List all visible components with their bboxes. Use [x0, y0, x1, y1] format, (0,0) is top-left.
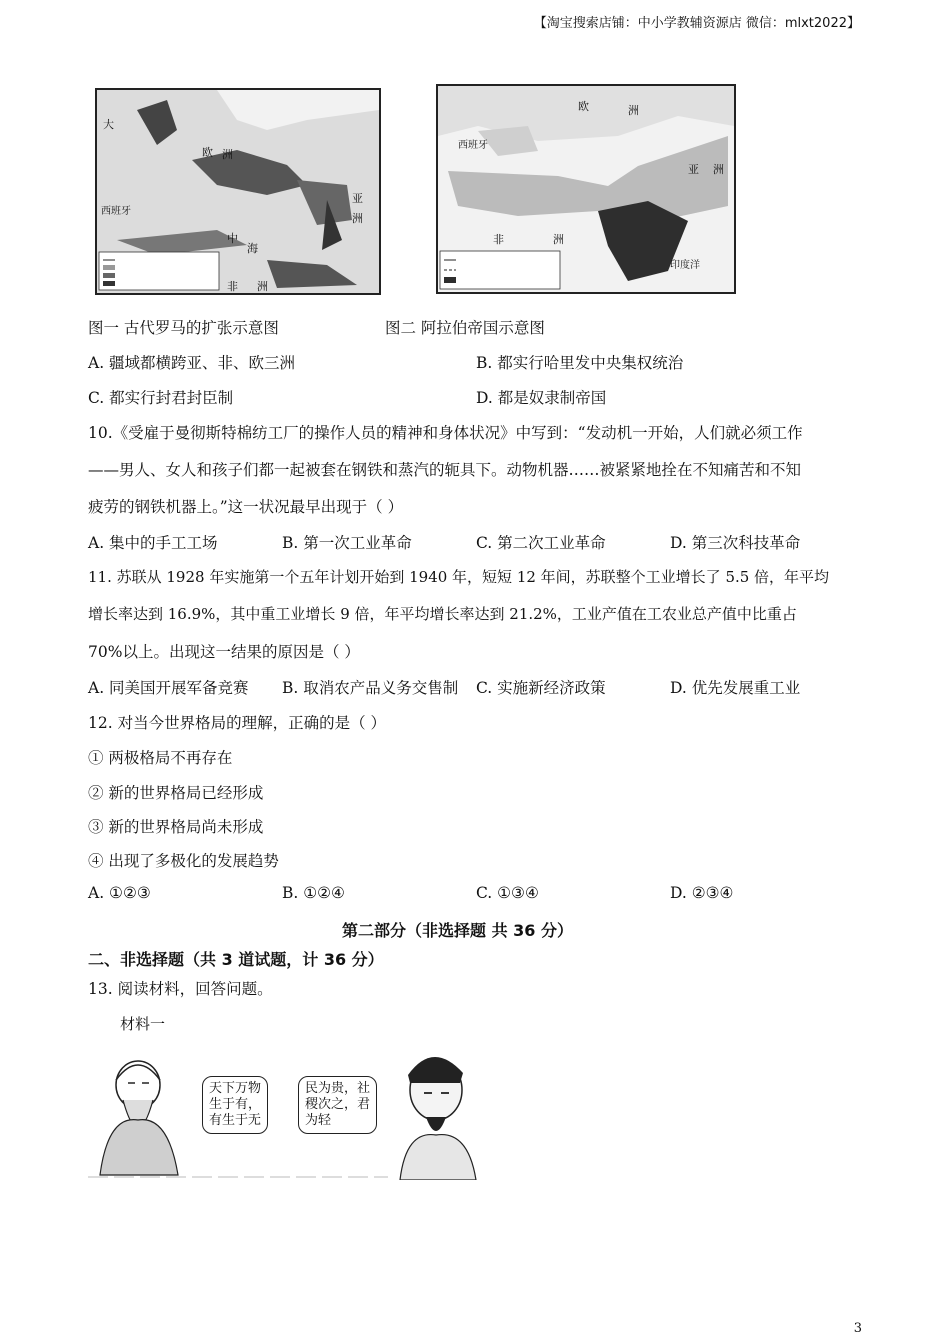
q12-option-b[interactable]: B. ①②④: [282, 884, 345, 902]
fig2-caption: 图二 阿拉伯帝国示意图: [385, 319, 545, 337]
q12-option-a[interactable]: A. ①②③: [88, 884, 151, 902]
bubble-line: 天下万物: [209, 1081, 262, 1096]
page-header: 【淘宝搜索店铺：中小学教辅资源店 微信：mlxt2022】: [533, 16, 860, 31]
q12-statement: ③ 新的世界格局尚未形成: [88, 818, 264, 836]
fig1-caption: 图一 古代罗马的扩张示意图: [88, 319, 279, 337]
q9-option-a[interactable]: A. 疆域都横跨亚、非、欧三洲: [88, 354, 296, 372]
philosophers-illustration: [88, 1045, 478, 1180]
bubble-line: 有生于无: [209, 1113, 262, 1128]
bubble-line: 为轻: [305, 1113, 332, 1128]
map1-label: 非: [227, 280, 238, 293]
q11-option-b[interactable]: B. 取消农产品义务交售制: [282, 679, 459, 697]
q10-option-b[interactable]: B. 第一次工业革命: [282, 534, 412, 552]
map1-label: 西班牙: [101, 206, 131, 217]
map1-label: 洲: [222, 148, 233, 161]
map1-label: 中: [227, 232, 238, 245]
bubble-line: 生于有，: [209, 1097, 262, 1112]
q13-stem: 13. 阅读材料，回答问题。: [88, 980, 273, 998]
q10-option-d[interactable]: D. 第三次科技革命: [670, 534, 801, 552]
rome-map-graphic: [97, 90, 379, 293]
page-number: 3: [853, 1321, 862, 1336]
q10-option-c[interactable]: C. 第二次工业革命: [476, 534, 606, 552]
speech-bubble-right: [298, 1076, 377, 1134]
map2-label: 非: [493, 233, 504, 246]
q11-option-a[interactable]: A. 同美国开展军备竞赛: [88, 679, 249, 697]
map2-label: 欧: [578, 100, 589, 113]
rome-expansion-map: [95, 88, 381, 295]
q11-stem: 11. 苏联从 1928 年实施第一个五年计划开始到 1940 年，短短 12 年间，苏联整个工业增长了 5.5 倍，年平均: [88, 568, 830, 586]
laozi-portrait-icon: [88, 1045, 478, 1180]
part2-title: 第二部分（非选择题 共 36 分）: [342, 921, 573, 940]
q12-option-d[interactable]: D. ②③④: [670, 884, 734, 902]
map2-label: 洲: [628, 104, 639, 117]
bubble-line: 稷次之，君: [305, 1097, 371, 1112]
map2-label: 洲: [553, 233, 564, 246]
q11-stem: 增长率达到 16.9%，其中重工业增长 9 倍，年平均增长率达到 21.2%，工业产值在工农业总产值中比重占: [88, 605, 797, 623]
map1-label: 大: [103, 118, 114, 131]
map1-label: 欧: [202, 146, 213, 159]
map1-label: 亚: [352, 192, 363, 205]
map2-label: 印度洋: [670, 260, 700, 271]
map1-label: 洲: [352, 212, 363, 225]
map2-label: 亚: [688, 163, 699, 176]
material-1-label: 材料一: [120, 1015, 166, 1033]
q9-option-b[interactable]: B. 都实行哈里发中央集权统治: [476, 354, 684, 372]
q10-option-a[interactable]: A. 集中的手工工场: [88, 534, 218, 552]
section-heading: 二、非选择题（共 3 道试题，计 36 分）: [88, 950, 384, 969]
map1-label: 海: [247, 242, 258, 255]
arab-empire-map: [436, 84, 736, 294]
bubble-line: 民为贵，社: [305, 1081, 371, 1096]
q10-stem: 10.《受雇于曼彻斯特棉纺工厂的操作人员的精神和身体状况》中写到：“发动机一开始，人们就必须工作: [88, 424, 803, 442]
q9-option-c[interactable]: C. 都实行封君封臣制: [88, 389, 234, 407]
q10-stem: 疲劳的钢铁机器上。”这一状况最早出现于（ ）: [88, 498, 404, 516]
speech-bubble-left: [202, 1076, 268, 1134]
q11-option-d[interactable]: D. 优先发展重工业: [670, 679, 801, 697]
q10-stem: ——男人、女人和孩子们都一起被套在钢铁和蒸汽的轭具下。动物机器……被紧紧地拴在不知痛苦和不知: [88, 461, 802, 479]
map2-label: 西班牙: [458, 140, 488, 151]
q11-option-c[interactable]: C. 实施新经济政策: [476, 679, 606, 697]
q11-stem: 70%以上。出现这一结果的原因是（ ）: [88, 643, 360, 661]
q12-option-c[interactable]: C. ①③④: [476, 884, 539, 902]
q12-statement: ② 新的世界格局已经形成: [88, 784, 264, 802]
q12-stem: 12. 对当今世界格局的理解，正确的是（ ）: [88, 714, 387, 732]
q9-option-d[interactable]: D. 都是奴隶制帝国: [476, 389, 607, 407]
map1-label: 洲: [257, 280, 268, 293]
map2-label: 洲: [713, 163, 724, 176]
q12-statement: ④ 出现了多极化的发展趋势: [88, 852, 279, 870]
q12-statement: ① 两极格局不再存在: [88, 749, 233, 767]
